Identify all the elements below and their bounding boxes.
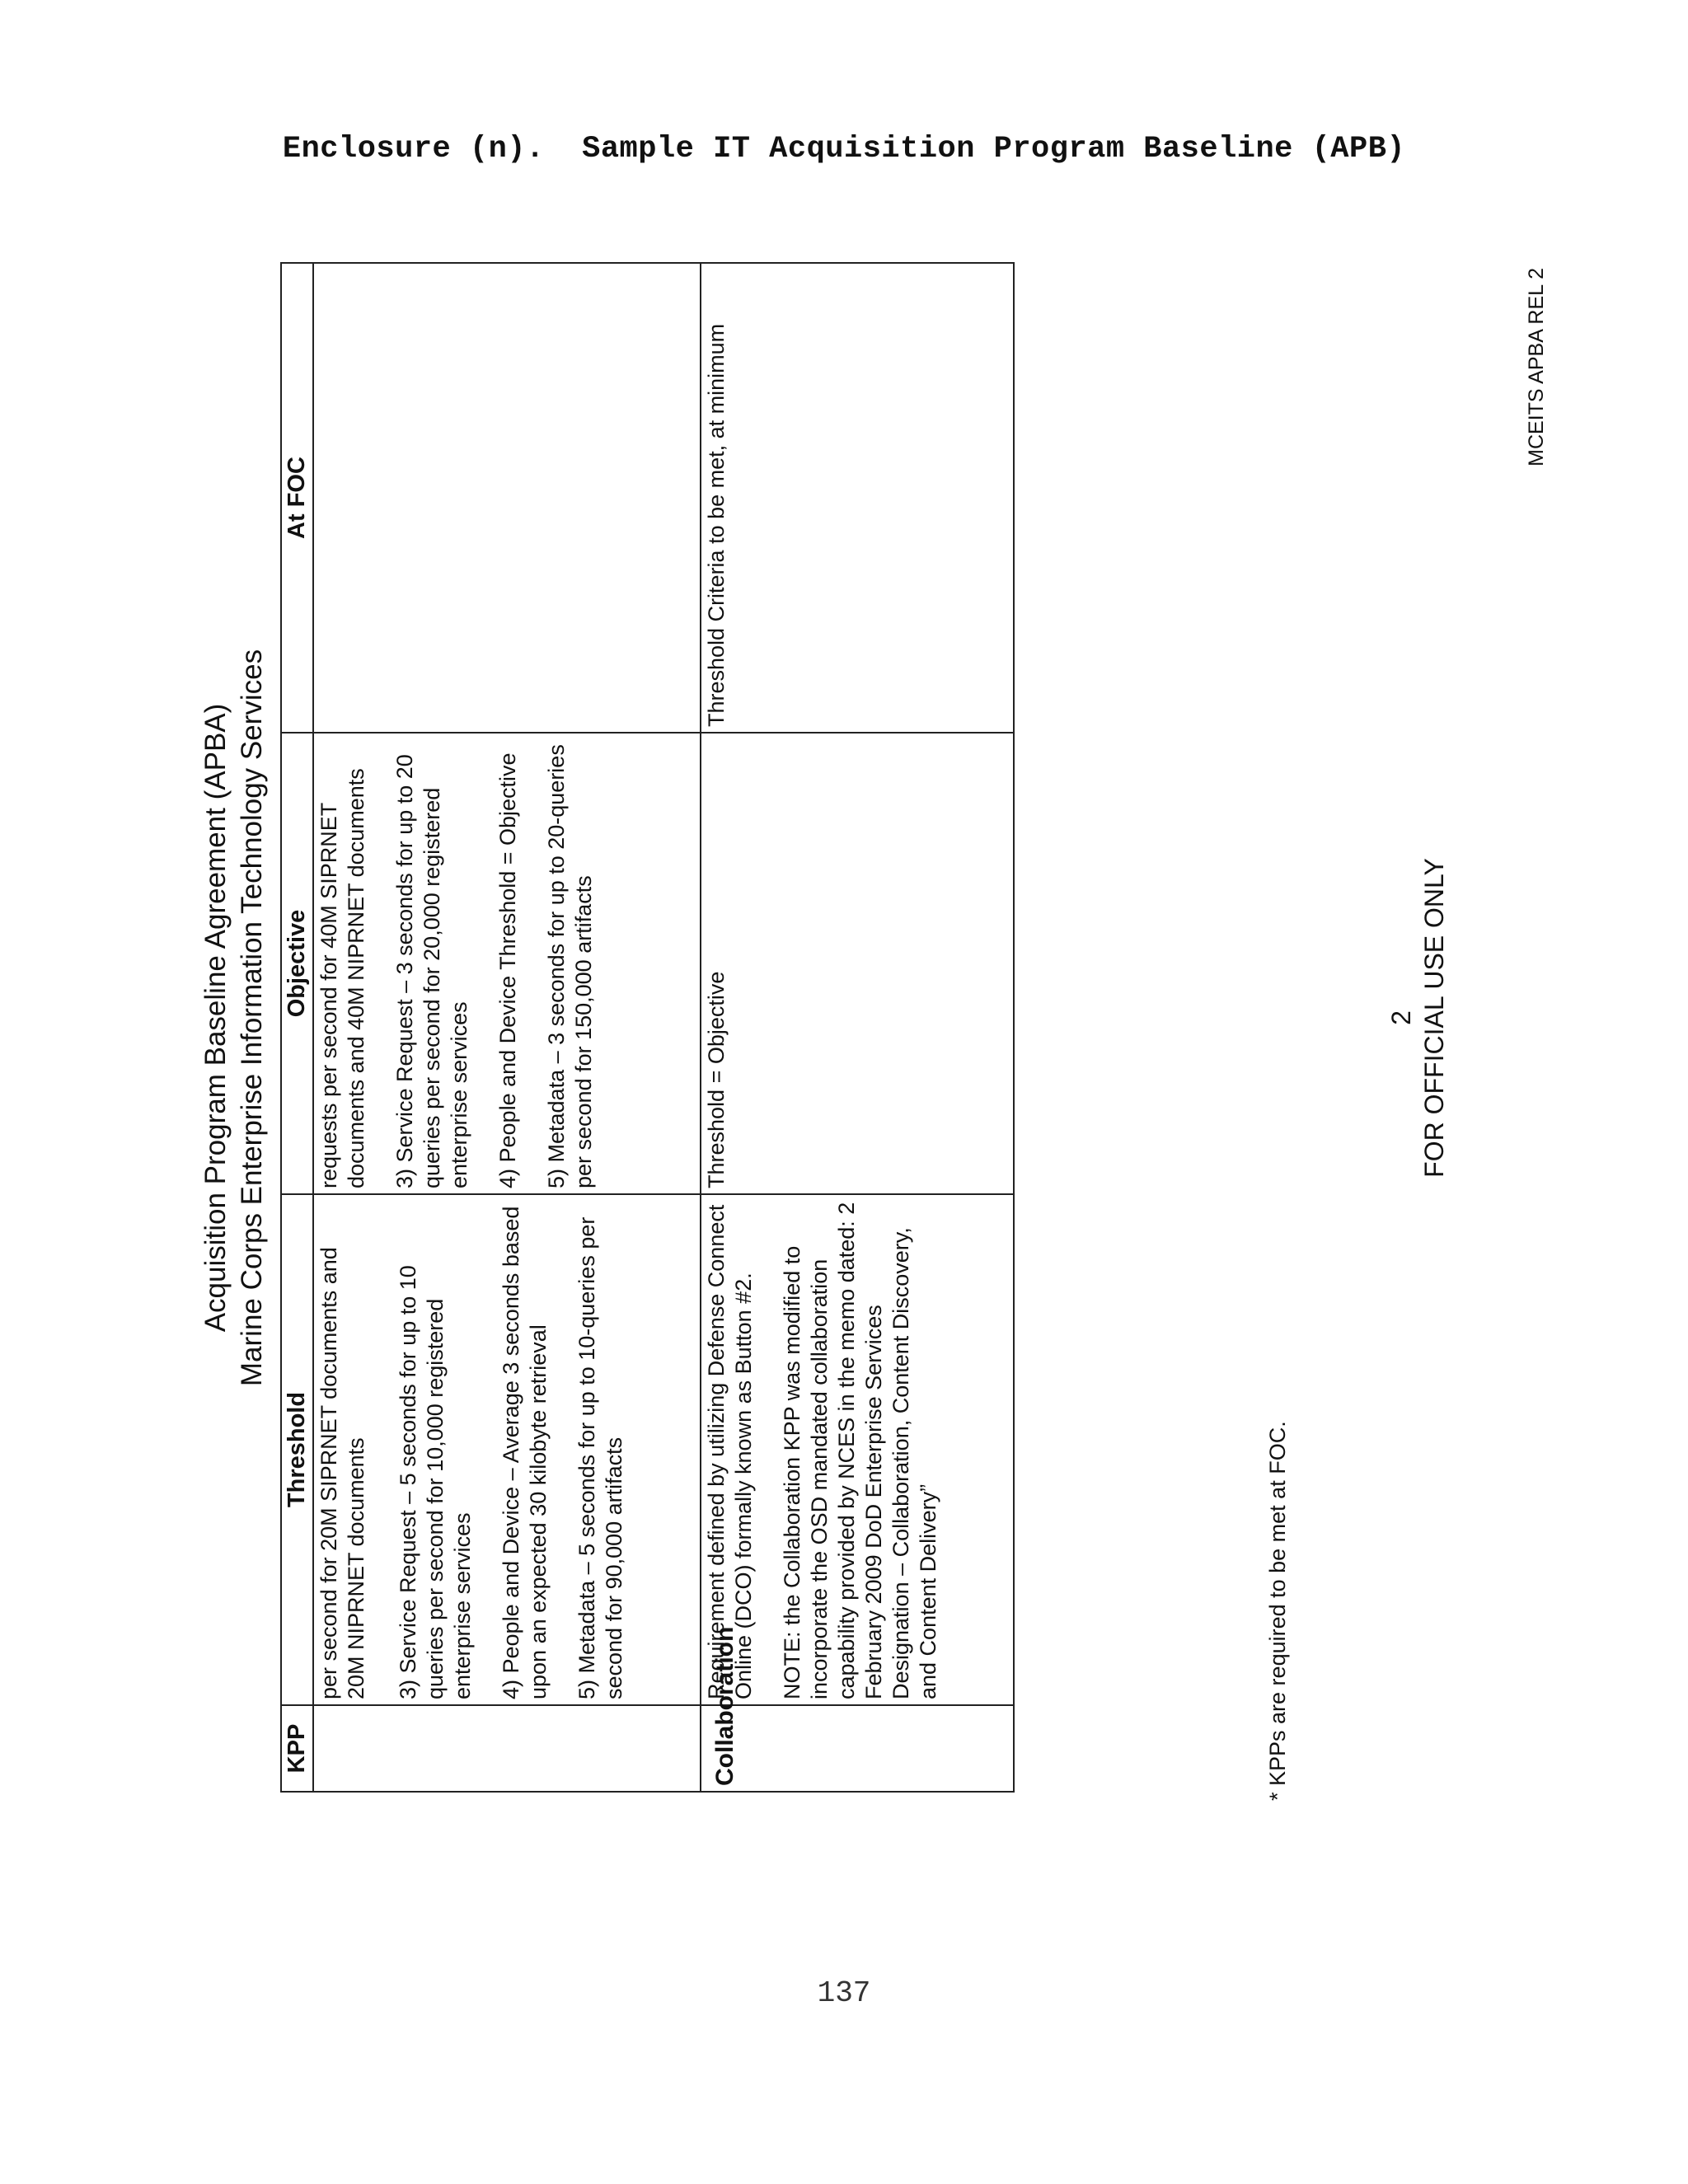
objective-text: Threshold = Objective bbox=[704, 971, 729, 1188]
header-objective: Objective bbox=[281, 733, 313, 1194]
page-number: 137 bbox=[817, 1976, 871, 2010]
threshold-text: Requirement defined by utilizing Defense Connect Online (DCO) formally known as Button #2. bbox=[704, 1204, 756, 1699]
table-row bbox=[313, 263, 701, 1792]
page-heading: Enclosure (n). Sample IT Acquisition Program Baseline (APB) bbox=[282, 132, 1406, 166]
kpp-cell bbox=[313, 1705, 701, 1792]
footer-page-number: 2 bbox=[1386, 1010, 1416, 1025]
threshold-cell bbox=[313, 1194, 701, 1705]
header-kpp: KPP bbox=[281, 1705, 313, 1792]
table-row bbox=[701, 263, 1014, 1792]
objective-cell bbox=[701, 733, 1014, 1194]
objective-cell bbox=[313, 733, 701, 1194]
kpp-cell-collaboration: Collaboration bbox=[701, 1705, 1014, 1792]
objective-text: 3) Service Request – 3 seconds for up to 20 queries per second for 20,000 registered enterprise services bbox=[392, 754, 471, 1188]
document-title-line-1: Acquisition Program Baseline Agreement (APBA) bbox=[199, 703, 232, 1333]
threshold-text: 4) People and Device – Average 3 seconds based upon an expected 30 kilobyte retrieval bbox=[499, 1206, 551, 1699]
objective-text: 5) Metadata – 3 seconds for up to 20-queries per second for 150,000 artifacts bbox=[544, 744, 596, 1188]
at-foc-cell: Threshold Criteria to be met, at minimum bbox=[701, 263, 1014, 733]
threshold-text: 3) Service Request – 5 seconds for up to 10 queries per second for 10,000 registered enterprise services bbox=[396, 1265, 475, 1699]
document-title-line-2: Marine Corps Enterprise Information Technology Services bbox=[236, 649, 268, 1387]
objective-text: requests per second for 40M SIPRNET documents and 40M NIPRNET documents bbox=[316, 768, 368, 1188]
threshold-note: NOTE: the Collaboration KPP was modified to incorporate the OSD mandated collaboration capability provided by NCES in the memo dated: 2 February 2009 DoD Enterprise Services Designation – Collaboration, Content Discovery, and Content Delivery” bbox=[780, 1202, 940, 1699]
threshold-cell bbox=[701, 1194, 1014, 1705]
header-at-foc: At FOC bbox=[281, 263, 313, 733]
rotated-scanned-page bbox=[198, 235, 1599, 1801]
table-header-row bbox=[281, 263, 313, 1792]
objective-text: 4) People and Device Threshold = Objective bbox=[495, 752, 520, 1188]
footnote: * KPPs are required to be met at FOC. bbox=[1265, 1421, 1290, 1801]
footer-document-id: MCEITS APBA REL 2 bbox=[1525, 268, 1548, 466]
kpp-table bbox=[280, 262, 1015, 1793]
document-title bbox=[198, 235, 270, 1801]
footer-classification bbox=[1385, 235, 1451, 1801]
threshold-text: per second for 20M SIPRNET documents and 20M NIPRNET documents bbox=[316, 1247, 368, 1699]
header-threshold: Threshold bbox=[281, 1194, 313, 1705]
threshold-text: 5) Metadata – 5 seconds for up to 10-queries per second for 90,000 artifacts bbox=[574, 1216, 626, 1699]
footer-classification-text: FOR OFFICIAL USE ONLY bbox=[1419, 858, 1449, 1178]
at-foc-cell bbox=[313, 263, 701, 733]
